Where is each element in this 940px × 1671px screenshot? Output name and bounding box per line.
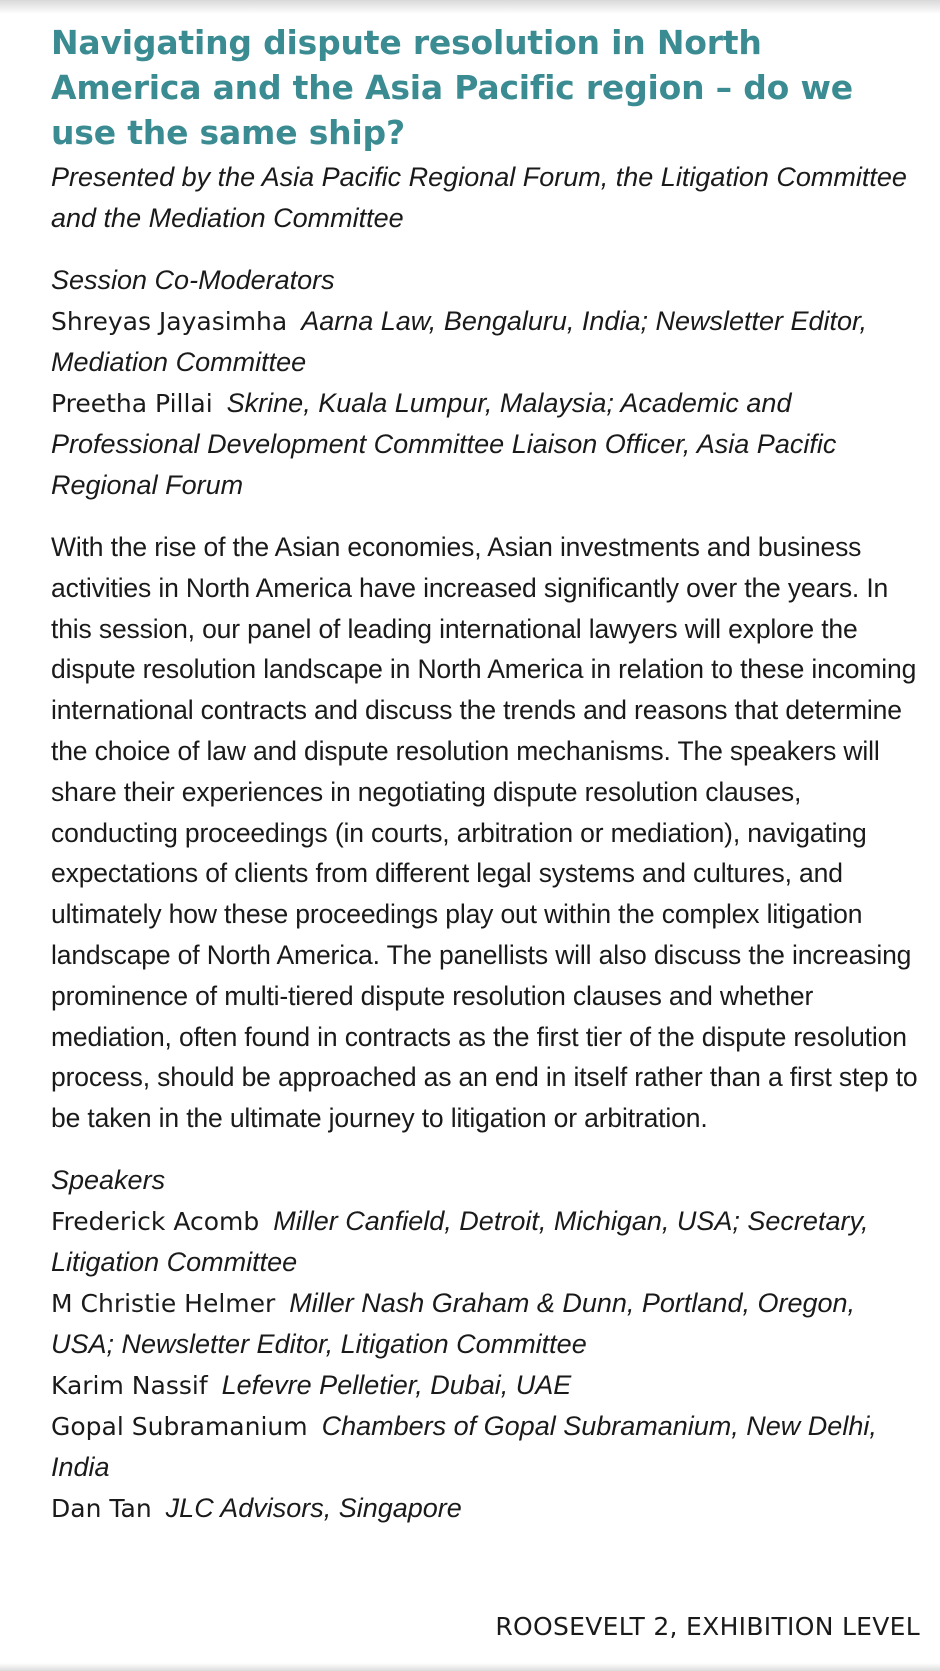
moderator-affiliation: Aarna Law, Bengaluru, India; Newsletter Editor, Mediation Committee: [51, 306, 868, 377]
moderator-affiliation: Skrine, Kuala Lumpur, Malaysia; Academic and Professional Development Committee Liaison Officer, Asia Pacific Regional Forum: [51, 388, 837, 500]
moderator-name: Preetha Pillai: [51, 389, 213, 418]
moderators-list: [51, 301, 921, 506]
session-location: ROOSEVELT 2, EXHIBITION LEVEL: [495, 1612, 920, 1641]
session-description: With the rise of the Asian economies, Asian investments and business activities in North America have increased significantly over the years. In this session, our panel of leading international lawyers will explore the dispute resolution landscape in North America in relation to these incoming international contracts and discuss the trends and reasons that determine the choice of law and dispute resolution mechanisms. The speakers will share their experiences in negotiating dispute resolution clauses, conducting proceedings (in courts, arbitration or mediation), navigating expectations of clients from different legal systems and cultures, and ultimately how these proceedings play out within the complex litigation landscape of North America. The panellists will also discuss the increasing prominence of multi-tiered dispute resolution clauses and whether mediation, often found in contracts as the first tier of the dispute resolution process, should be approached as an end in itself rather than a first step to be taken in the ultimate journey to litigation or arbitration.: [51, 532, 918, 1134]
top-edge-shadow: [0, 0, 940, 14]
speaker-entry: [51, 1283, 921, 1365]
speaker-entry: [51, 1201, 921, 1283]
session-listing: [51, 20, 921, 1529]
speaker-name: Frederick Acomb: [51, 1206, 260, 1236]
speaker-name: Karim Nassif: [51, 1370, 208, 1400]
moderator-entry: [51, 301, 921, 383]
speakers-label: Speakers: [51, 1164, 166, 1195]
session-title: Navigating dispute resolution in North America and the Asia Pacific region – do we use the same ship?: [51, 23, 853, 152]
speaker-entry: [51, 1488, 921, 1529]
speaker-affiliation: Chambers of Gopal Subramanium, New Delhi, India: [51, 1410, 877, 1482]
moderators-label: Session Co-Moderators: [51, 265, 335, 295]
speaker-name: Gopal Subramanium: [51, 1411, 308, 1441]
speaker-entry: [51, 1365, 921, 1406]
moderator-entry: [51, 383, 921, 506]
bottom-edge-shadow: [0, 1663, 940, 1671]
speakers-list: [51, 1201, 921, 1529]
speaker-name: Dan Tan: [51, 1493, 152, 1523]
speaker-entry: [51, 1406, 921, 1488]
speaker-name: M Christie Helmer: [51, 1288, 276, 1318]
speaker-affiliation: Miller Canfield, Detroit, Michigan, USA; Secretary, Litigation Committee: [51, 1205, 869, 1277]
speaker-affiliation: Miller Nash Graham & Dunn, Portland, Oregon, USA; Newsletter Editor, Litigation Committee: [51, 1287, 856, 1359]
presented-by: Presented by the Asia Pacific Regional Forum, the Litigation Committee and the Mediation Committee: [51, 162, 907, 233]
moderator-name: Shreyas Jayasimha: [51, 307, 288, 336]
speaker-affiliation: JLC Advisors, Singapore: [165, 1492, 462, 1523]
speaker-affiliation: Lefevre Pelletier, Dubai, UAE: [221, 1369, 572, 1400]
